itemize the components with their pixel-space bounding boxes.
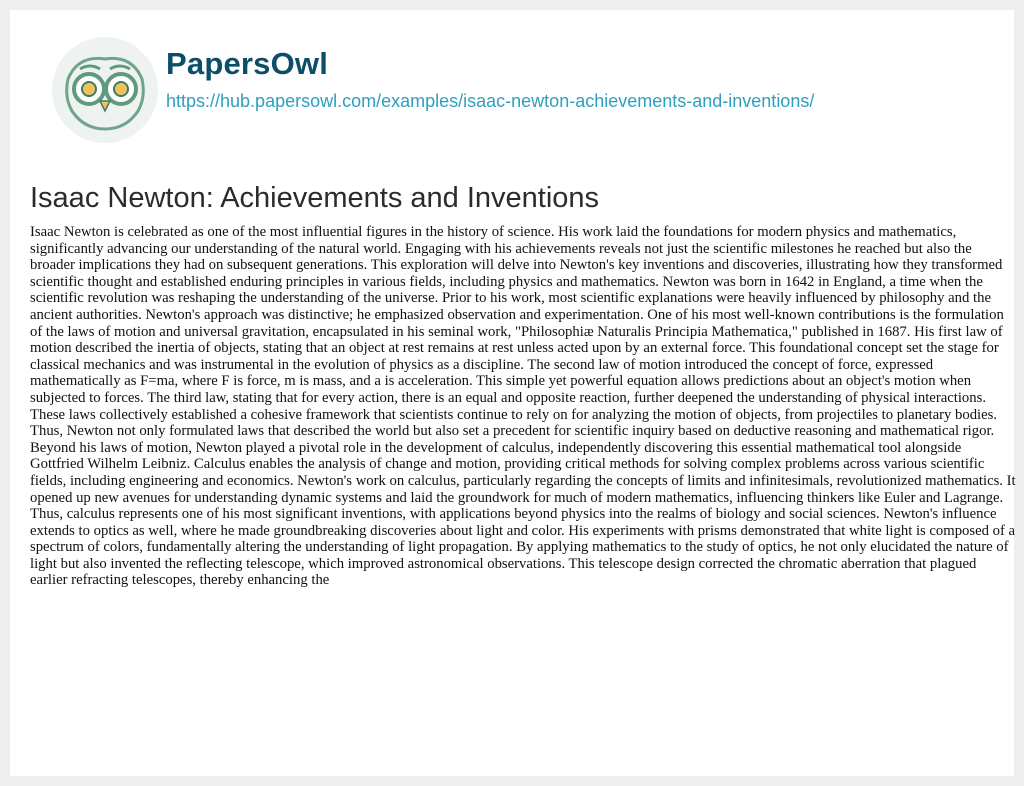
brand-name[interactable]: PapersOwl <box>166 46 329 81</box>
article-title: Isaac Newton: Achievements and Inventions <box>30 182 600 214</box>
article-body: Isaac Newton is celebrated as one of the most influential figures in the history of science. His work laid the foundations for modern physics and mathematics, significantly advancing our understanding of the natural world. Engaging with his achievements reveals not just the scientific milestones he reached but also the broader implications they had on subsequent generations. This exploration will delve into Newton's key inventions and discoveries, illustrating how they transformed scientific thought and established enduring principles in various fields, including physics and mathematics. Newton was born in 1642 in England, a time when the scientific revolution was reshaping the understanding of the universe. Prior to his work, most scientific explanations were heavily influenced by philosophy and the ancient authorities. Newton's approach was distinctive; he emphasized observation and experimentation. One of his most well-known contributions is the formulation of the laws of motion and universal gravitation, encapsulated in his seminal work, "Philosophiæ Naturalis Principia Mathematica," published in 1687. His first law of motion described the inertia of objects, stating that an object at rest remains at rest unless acted upon by an external force. This foundational concept set the stage for classical mechanics and was instrumental in the evolution of physics as a discipline. The second law of motion introduced the concept of force, expressed mathematically as F=ma, where F is force, m is mass, and a is acceleration. This simple yet powerful equation allows predictions about an object's motion when subjected to forces. The third law, stating that for every action, there is an equal and opposite reaction, further deepened the understanding of physical interactions. These laws collectively established a cohesive framework that scientists continue to rely on for analyzing the motion of objects, from projectiles to planetary bodies. Thus, Newton not only formulated laws that described the world but also set a precedent for scientific inquiry based on deductive reasoning and mathematical rigor. Beyond his laws of motion, Newton played a pivotal role in the development of calculus, independently discovering this essential mathematical tool alongside Gottfried Wilhelm Leibniz. Calculus enables the analysis of change and motion, providing critical methods for solving complex problems across various scientific fields, including engineering and economics. Newton's work on calculus, particularly regarding the concepts of limits and infinitesimals, revolutionized mathematics. It opened up new avenues for understanding dynamic systems and laid the groundwork for much of modern mathematics, influencing thinkers like Euler and Lagrange. Thus, calculus represents one of his most significant inventions, with applications beyond physics into the realms of biology and social sciences. Newton's influence extends to optics as well, where he made groundbreaking discoveries about light and color. His experiments with prisms demonstrated that white light is composed of a spectrum of colors, fundamentally altering the understanding of light propagation. By applying mathematics to the study of optics, he not only elucidated the nature of light but also invented the reflecting telescope, which improved astronomical observations. This telescope design corrected the chromatic aberration that plagued earlier refracting telescopes, thereby enhancing the <box>30 224 1016 589</box>
site-header <box>50 35 1000 145</box>
owl-logo-icon[interactable] <box>50 35 160 145</box>
page-url-link[interactable]: https://hub.papersowl.com/examples/isaac-newton-achievements-and-inventions/ <box>166 91 815 111</box>
